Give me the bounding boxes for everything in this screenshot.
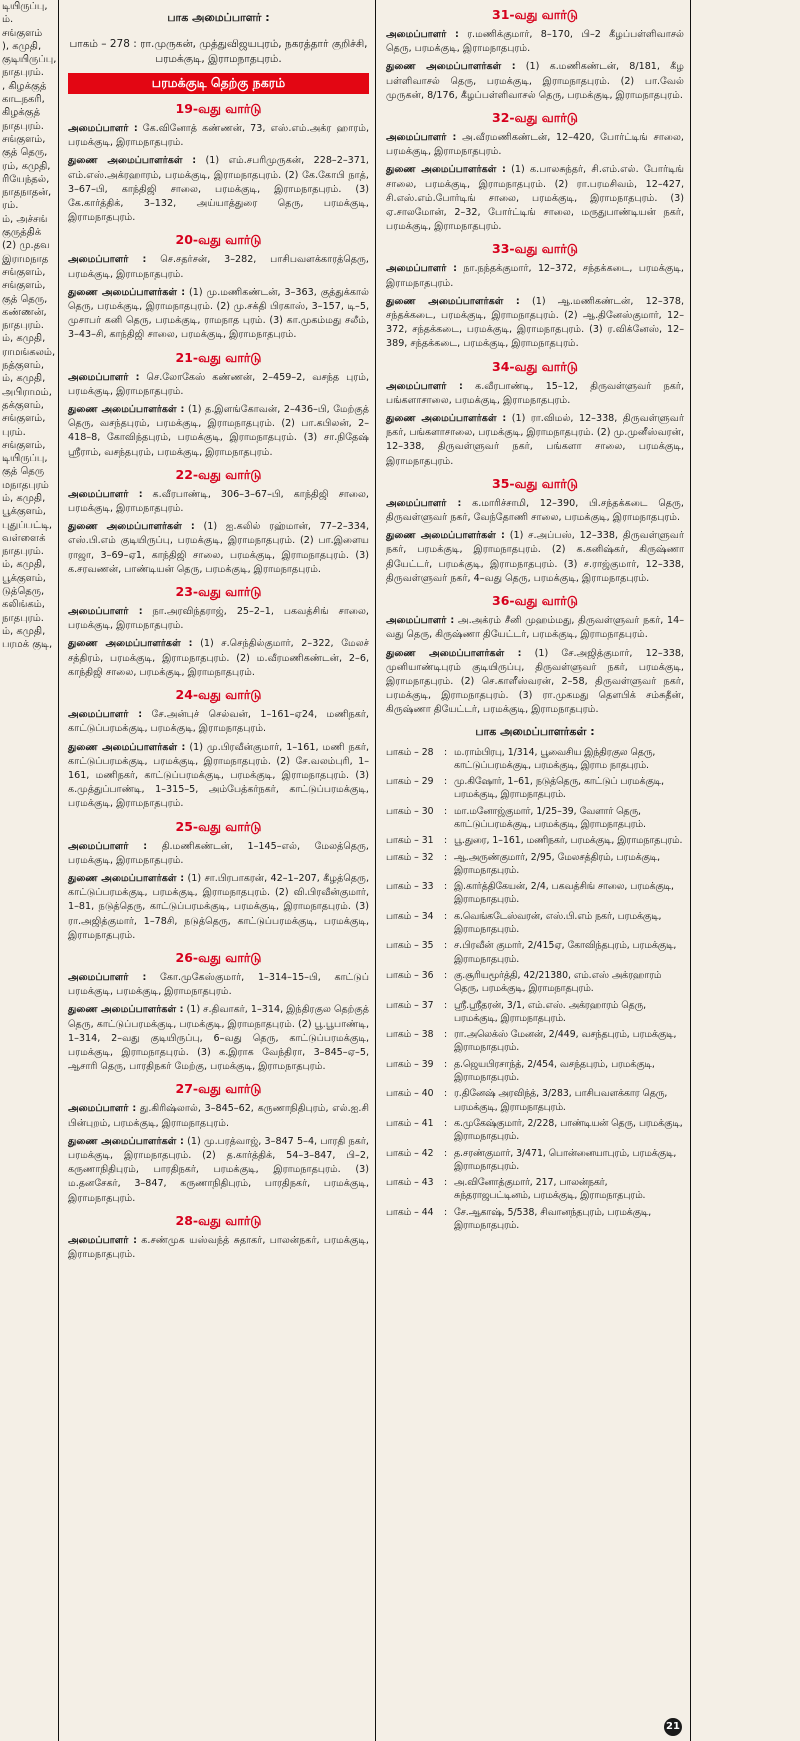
left-column-fragment: கிழக்குத் (2, 107, 40, 119)
left-column-fragment: வள்ளைக் (2, 532, 46, 544)
ward-organizer (386, 28, 684, 56)
deputies-label: துணை அமைப்பாளர்கள் : (68, 404, 185, 416)
left-column-fragment: குத் தெரு, (2, 147, 48, 159)
deputies-label: துணை அமைப்பாளர்கள் : (68, 741, 186, 753)
deputies-label: துணை அமைப்பாளர்கள் : (386, 61, 516, 73)
left-column-fragment: சங்குளம், (2, 439, 46, 451)
deputies-text: (1) மு.பரத்வாஜ், 3–847 5–4, பாரதி நகர், பரமக்குடி, இராமநாதபுரம். (2) த.கார்த்திக், 54–3–847, பி–2, கருணாநிதிபுரம், பாரதிநகர், பரமக்குடி, இராமநாதபுரம். (3) ம.தனசேகர், 3–847, கருணாநிதிபுரம், பாரதிநகர், பரமக்குடி, இராமநாதபுரம். (68, 1135, 369, 1204)
booth-number: பாகம் – 34 (386, 910, 434, 922)
organizer-text: அ.அக்ரம் சீனி முஹம்மது, திருவள்ளுவர் நகர், 14–வது தெரு, கிருஷ்ணா தியேட்டர், பரமக்குடி, இராமநாதபுரம். (386, 615, 684, 641)
booth-organizer-text: ச.பிரவீன் குமார், 2/415ஏ, கோவிந்தபுரம், பரமக்குடி, இராமநாதபுரம். (454, 940, 677, 965)
booth-organizer-text: ரா.அலெக்ஸ் மேனன், 2/449, வசந்தபுரம், பரமக்குடி, இராமநாதபுரம். (454, 1029, 677, 1054)
left-column-fragment: நாதபுரம். (2, 320, 44, 332)
left-column-fragment: ம், அச்சங் (2, 213, 48, 225)
booth-organizer-text: க.வெங்கடேஸ்வரன், எஸ்.பி.எம் நகர், பரமக்குடி, இராமநாதபுரம். (454, 910, 662, 936)
ward-deputies (68, 1135, 369, 1206)
booth-colon: : (444, 1058, 448, 1070)
booth-number: பாகம் – 30 (386, 805, 434, 817)
booth-row (386, 1147, 684, 1174)
booth-row (386, 1028, 684, 1055)
booth-number: பாகம் – 33 (386, 881, 434, 893)
ward-deputies (68, 154, 369, 225)
booth-colon: : (444, 1147, 448, 1159)
booth-organizer-text: சே.ஆகாஷ், 5/538, சிவானந்தபுரம், பரமக்குடி, இராமநாதபுரம். (454, 1206, 652, 1232)
left-column-fragment: சங்குளம், (2, 266, 46, 278)
ward-organizer (68, 488, 369, 516)
booth-number: பாகம் – 40 (386, 1088, 434, 1100)
booth-organizer-text: ம.ராம்பிரபு, 1/314, பூவைசிய இந்திரகுல தெரு, காட்டுப்பரமக்குடி, பரமக்குடி, இராம நாதபுரம். (454, 746, 656, 771)
booth-number: பாகம் – 28 (386, 746, 434, 758)
booth-organizers-header-top: பாக அமைப்பாளர் : (167, 11, 270, 24)
deputies-label: துணை அமைப்பாளர்கள் : (386, 164, 506, 176)
booth-colon: : (444, 776, 448, 788)
booth-row (386, 1206, 684, 1233)
organizer-label: அமைப்பாளர் : (386, 380, 463, 392)
ward-title: 27-வது வார்டு (175, 1081, 262, 1097)
organizer-text: க.சண்முக யஸ்வந்த் சுதாகர், பாலன்நகர், பரமக்குடி, இராமநாதபுரம். (68, 1234, 369, 1260)
booth-row (386, 910, 684, 937)
deputies-label: துணை அமைப்பாளர்கள் : (68, 1004, 184, 1016)
left-column-fragment: , கிழக்குத் (2, 80, 47, 92)
booth-row (386, 775, 684, 802)
left-column-fragment: ), கமுதி, (2, 40, 42, 52)
organizer-label: அமைப்பாளர் : (386, 615, 455, 627)
deputies-label: துணை அமைப்பாளர்கள் : (386, 295, 520, 307)
ward-organizer (68, 122, 369, 150)
ward-title: 23-வது வார்டு (175, 584, 262, 600)
organizer-label: அமைப்பாளர் : (386, 132, 457, 144)
deputies-text: (1) மு.மணிகண்டன், 3–363, குத்துக்கால் தெரு, பரமக்குடி, இராமநாதபுரம். (2) மு.சக்தி பிரகாஸ், 3–157, டி–5, முசாபர் கனி தெரு, பரமக்குடி, ராமநாத புரம். (3) கா.முகம்மது சலீம், 3–43–சி, காந்திஜி சாலை, பரமக்குடி, இராமநாதபுரம். (68, 286, 369, 341)
left-column-fragment: ம், கமுதி, (2, 492, 46, 504)
organizer-text: செ.லோகேஸ் கண்ணன், 2–459–2, வசந்த புரம், பரமக்குடி, இராமநாதபுரம். (68, 371, 369, 397)
booth-organizers-header: பாக அமைப்பாளர்கள் : (475, 724, 595, 738)
deputies-text: (1) சே.அஜித்குமார், 12–338, முனியாண்டிபுரம் குடியிருப்பு, திருவள்ளுவர் நகர், பரமக்குடி, இராமநாதபுரம். (2) செ.காளீஸ்வரன், 2–58, திருவள்ளுவர் நகர், பரமக்குடி, இராமநாதபுரம். (3) ரா.முகமது தௌபிக் சம்சுதீன், கிருஷ்ணா தியேட்டர், பரமக்குடி, இராமநாதபுரம். (386, 647, 684, 716)
left-column-fragment: தக்குளம், (2, 399, 44, 411)
ward-deputies (386, 647, 684, 718)
booth-organizer-text: க.முகேஷ்குமார், 2/228, பாண்டியன் தெரு, பரமக்குடி, இராமநாதபுரம். (454, 1117, 683, 1143)
ward-deputies (386, 412, 684, 469)
booth-organizer-text: ர.தினேஷ் அரவிந்த், 3/283, பாசிபவளக்கார தெரு, பரமக்குடி, இராமநாதபுரம். (454, 1088, 668, 1113)
deputies-label: துணை அமைப்பாளர்கள் : (386, 647, 522, 659)
deputies-label: துணை அமைப்பாளர்கள் : (68, 286, 186, 298)
ward-deputies (68, 286, 369, 343)
booth-colon: : (444, 881, 448, 893)
booth-organizer-text: அ.வினோத்குமார், 217, பாலன்நகர், சுந்தராஜபட்டினம், பரமக்குடி, இராமநாதபுரம். (454, 1177, 646, 1202)
organizer-label: அமைப்பாளர் : (68, 840, 148, 852)
organizer-label: அமைப்பாளர் : (68, 1103, 137, 1115)
deputies-text: (1) மு.பிரவீன்குமார், 1–161, மணி நகர், காட்டுப்பரமக்குடி, பரமக்குடி, இராமநாதபுரம். (2) சே.வலம்புரி, 1–161, மணிநகர், காட்டுப்பரமக்குடி, பரமக்குடி, இராமநாதபுரம். (3) க.முத்துப்பாண்டி, 1–315–5, அம்பேத்கர்நகர், காட்டுப்பரமக்குடி, பரமக்குடி, இராமநாதபுரம். (68, 741, 369, 810)
organizer-label: அமைப்பாளர் : (386, 29, 459, 40)
right-column (380, 0, 690, 1741)
booth-number: பாகம் – 31 (386, 835, 434, 847)
organizer-text: கே.வினோத் கண்ணன், 73, எஸ்.எம்.அக்ர ஹாரம், பரமக்குடி, இராமநாதபுரம். (68, 123, 369, 149)
booth-number: பாகம் – 42 (386, 1147, 434, 1159)
left-column-fragment: டியிருப்பு, (2, 453, 48, 465)
left-column-fragment: ரியேந்தல், (2, 173, 50, 185)
left-column-fragment: ம், கமுதி, (2, 625, 46, 637)
middle-wards-list (68, 101, 369, 1262)
ward-deputies (386, 295, 684, 352)
booth-number: பாகம் – 38 (386, 1029, 434, 1041)
left-column-fragment: ம். (2, 14, 14, 26)
ward-title: 32-வது வார்டு (492, 110, 578, 126)
left-column-fragment: டியிருப்பு, (2, 1, 48, 12)
left-column-fragment: சங்குளம், (2, 413, 46, 425)
organizer-text: க.மாரிச்சாமி, 12–390, பி.சந்தக்கடை தெரு, திருவள்ளுவர் நகர், வேந்தோணி சாலை, பரமக்குடி, இராமநாதபுரம். (386, 497, 684, 524)
booth-colon: : (444, 910, 448, 922)
ward-title: 26-வது வார்டு (175, 949, 262, 965)
booth-row (386, 851, 684, 878)
ward-title: 35-வது வார்டு (492, 475, 578, 491)
booth-organizer-text: இ.கார்த்திகேயன், 2/4, பகவத்சிங் சாலை, பரமக்குடி, இராமநாதபுரம். (454, 881, 674, 906)
left-column-fragment: ம், கமுதி, (2, 559, 46, 571)
left-column-fragment: கண்ணன், (2, 306, 47, 318)
organizer-text: து.கிரிஷ்லால், 3–845–62, கருணாநிதிபுரம், எல்.ஐ.சி பின்புறம், பரமக்குடி, இராமநாதபுரம். (68, 1103, 369, 1129)
booth-colon: : (444, 746, 448, 758)
left-column-fragment: குத் தெரு, (2, 293, 48, 305)
deputies-label: துணை அமைப்பாளர்கள் : (68, 872, 185, 884)
organizer-text: அ.வீரமணிகண்டன், 12–420, போர்ட்டிங் சாலை, பரமக்குடி, இராமநாதபுரம். (386, 132, 684, 158)
booth-organizers-list (386, 746, 684, 1233)
booth-number: பாகம் – 35 (386, 940, 434, 952)
organizer-text: கோ.முகேஸ்குமார், 1–314–15–பி, காட்டுப் பரமக்குடி, பரமக்குடி, இராமநாதபுரம். (68, 971, 369, 998)
left-column-fragment: சங்குளம் (2, 27, 43, 39)
booth-row (386, 834, 684, 847)
ward-organizer (68, 605, 369, 633)
organizer-text: க.வீரபாண்டி, 306–3–67–பி, காந்திஜி சாலை, பரமக்குடி, இராமநாதபுரம். (68, 488, 369, 515)
deputies-label: துணை அமைப்பாளர்கள் : (68, 638, 193, 650)
booth-number: பாகம் – 41 (386, 1117, 434, 1129)
ward-title: 22-வது வார்டு (175, 466, 262, 482)
left-column-fragment: நாதபுரம். (2, 612, 44, 624)
booth-row (386, 999, 684, 1026)
ward-title: 19-வது வார்டு (175, 101, 262, 116)
organizer-text: நா.நந்தக்குமார், 12–372, சந்தக்கடை, பரமக்குடி, இராமநாதபுரம். (386, 263, 684, 289)
right-wards-list (386, 7, 684, 718)
booth-row (386, 1087, 684, 1114)
booth-organizer-text: த.சரண்குமார், 3/471, பொன்னையாபுரம், பரமக்குடி, இராமநாதபுரம். (454, 1147, 677, 1172)
right-margin-blank (690, 0, 800, 1741)
deputies-text: (1) க.பாலசுந்தர், சி.எம்.எல். போர்டிங் சாலை, பரமக்குடி, இராமநாதபுரம். (2) ரா.பரமசிவம், 12–427, சி.எஸ்.எம்.போர்டிங் சாலை, பரமக்குடி, இராமநாதபுரம். (3) ஏ.சாலமோன், 2–32, போர்ட்டிங் சாலை, மருதுபாண்டியன் நகர், பரமக்குடி, இராமநாதபுரம். (386, 164, 684, 233)
left-cut-column (0, 0, 59, 1741)
ward-organizer (386, 614, 684, 642)
ward-deputies (68, 741, 369, 812)
left-column-fragment: மநாதபுரம் (2, 479, 49, 491)
booth-colon: : (444, 969, 448, 981)
organizer-label: அமைப்பாளர் : (68, 971, 147, 983)
left-column-fragment: சங்குளம், (2, 133, 46, 145)
booth-colon: : (444, 835, 448, 847)
organizer-text: நா.அரவிந்தராஜ், 25–2–1, பகவத்சிங் சாலை, பரமக்குடி, இராமநாதபுரம். (68, 606, 369, 632)
ward-organizer (386, 497, 684, 525)
ward-deputies (68, 520, 369, 577)
middle-column (62, 0, 376, 1741)
booth-row (386, 746, 684, 773)
left-column-fragment: டுத்தெரு, (2, 586, 45, 598)
deputies-text: (1) ச.அப்பஸ், 12–338, திருவள்ளுவர் நகர், பரமக்குடி, இராமநாதபுரம். (2) க.கனிஷ்கர், கிருஷ்ணா தியேட்டர், பரமக்குடி, இராமநாதபுரம். (3) ச.ராஜ்குமார், 12–338, திருவள்ளுவர் நகர், 4–வது தெரு, பரமக்குடி, இராமநாதபுரம். (386, 530, 684, 584)
left-column-fragment: புரம். (2, 426, 26, 438)
left-column-fragment: (2) மு.தவ (2, 240, 50, 252)
organizer-label: அமைப்பாளர் : (68, 371, 140, 383)
ward-organizer (68, 371, 369, 399)
ward-deputies (386, 529, 684, 586)
left-column-fragment: கலிங்கம், (2, 599, 45, 611)
left-column-fragment: பரமக் குடி, (2, 639, 53, 651)
ward-organizer (68, 1234, 369, 1262)
booth-number: பாகம் – 32 (386, 851, 434, 863)
left-column-fragment: அபிராமம், (2, 386, 52, 398)
organizer-label: அமைப்பாளர் : (386, 263, 457, 275)
organizer-label: அமைப்பாளர் : (68, 488, 143, 500)
booth-colon: : (444, 1029, 448, 1041)
booth-colon: : (444, 1206, 448, 1218)
ward-title: 20-வது வார்டு (175, 232, 262, 248)
organizer-label: அமைப்பாளர் : (68, 606, 143, 618)
deputies-label: துணை அமைப்பாளர்கள் : (68, 1135, 184, 1147)
organizer-label: அமைப்பாளர் : (68, 123, 138, 134)
booth-colon: : (444, 999, 448, 1011)
organizer-text: சே.அன்புச் செல்வன், 1–161–ஏ24, மணிநகர், காட்டுப்பரமக்குடி, பரமக்குடி, இராமநாதபுரம். (68, 709, 369, 735)
booth-organizer-text: மு.கிஷோர், 1–61, நடுத்தெரு, காட்டுப் பரமக்குடி, பரமக்குடி, இராமநாதபுரம். (454, 776, 665, 801)
organizer-text: தி.மணிகண்டன், 1–145–எல், மேலத்தெரு, பரமக்குடி, இராமநாதபுரம். (68, 840, 369, 866)
deputies-text: (1) ரா.விமல், 12–338, திருவள்ளுவர் நகர், பங்களாசாலை, பரமக்குடி, இராமநாதபுரம். (2) மு.முனீஸ்வரன், 12–338, திருவள்ளுவர் நகர், பங்களா சாலை, பரமக்குடி, இராமநாதபுரம். (386, 413, 684, 467)
booth-colon: : (444, 851, 448, 863)
ward-deputies (68, 872, 369, 943)
section-band-paramakudi-south: பரமக்குடி தெற்கு நகரம் (68, 73, 369, 94)
left-column-fragment: நாதநாதன், (2, 187, 52, 199)
booth-organizer-text: த.ஜெயபிரசாந்த், 2/454, வசந்தபுரம், பரமக்குடி, இராமநாதபுரம். (454, 1058, 655, 1084)
ward-deputies (386, 163, 684, 234)
ward-title: 34-வது வார்டு (492, 358, 578, 374)
deputies-label: துணை அமைப்பாளர்கள் : (386, 530, 505, 542)
booth-row (386, 1058, 684, 1085)
left-column-fragment: குடியிருப்பு, (2, 54, 57, 66)
booth-row (386, 1117, 684, 1144)
organizer-label: அமைப்பாளர் : (68, 1234, 137, 1246)
ward-organizer (386, 262, 684, 290)
left-column-fragment: நாதபுரம். (2, 67, 44, 79)
deputies-label: துணை அமைப்பாளர்கள் : (68, 155, 197, 167)
booth-278-entry: பாகம் – 278 : ரா.முருகன், முத்துவிஜயபுரம், நகரத்தார் குறிச்சி, பரமக்குடி, இராமநாதபுரம். (69, 38, 368, 65)
booth-number: பாகம் – 39 (386, 1058, 434, 1070)
organizer-text: ர.மணிக்குமார், 8–170, பி–2 கீழப்பள்ளிவாசல் தெரு, பரமக்குடி, இராமநாதபுரம். (386, 29, 684, 55)
booth-colon: : (444, 1088, 448, 1100)
booth-number: பாகம் – 43 (386, 1177, 434, 1189)
ward-title: 21-வது வார்டு (175, 349, 262, 365)
ward-organizer (68, 253, 369, 281)
organizer-text: செ.சதர்சன், 3–282, பாசிபவளக்காரத்தெரு, பரமக்குடி, இராமநாதபுரம். (68, 254, 369, 280)
booth-row (386, 880, 684, 907)
left-column-fragment: ராமங்கலம், (2, 346, 56, 358)
booth-colon: : (444, 805, 448, 817)
left-column-fragment: புதுப்பட்டி, (2, 519, 53, 531)
left-column-fragment: நாதபுரம். (2, 120, 44, 132)
deputies-label: துணை அமைப்பாளர்கள் : (68, 521, 195, 533)
left-column-fragment: காடநகரி, (2, 94, 45, 106)
left-column-fragment: பூக்குளம், (2, 506, 46, 518)
ward-title: 28-வது வார்டு (175, 1212, 262, 1228)
ward-deputies (68, 637, 369, 680)
ward-organizer (68, 840, 369, 868)
booth-number: பாகம் – 29 (386, 776, 434, 788)
ward-title: 24-வது வார்டு (175, 687, 262, 703)
booth-organizer-text: ஸ்ரீ.ஸ்ரீதரன், 3/1, எம்.எஸ். அக்ரஹாரம் தெரு, பரமக்குடி, இராமநாதபுரம். (454, 999, 647, 1024)
ward-deputies (68, 1003, 369, 1074)
deputies-text: (1) ஐ.கலில் ரஹ்மான், 77–2–334, எஸ்.பி.எம் குடியிருப்பு, பரமக்குடி, இராமநாதபுரம். (2) பா.இளைய ராஜா, 3–69–ஏ1, காந்திஜி சாலை, பரமக்குடி, இராமநாதபுரம். (3) க.சரவணன், பாண்டியன் தெரு, பரமக்குடி, இராமநாதபுரம். (68, 521, 369, 575)
ward-organizer (68, 971, 369, 999)
left-column-fragment: நாதபுரம். (2, 546, 44, 558)
booth-organizer-text: ஆ.அருண்குமார், 2/95, மேலசத்திரம், பரமக்குடி, இராமநாதபுரம். (454, 851, 661, 876)
deputies-label: துணை அமைப்பாளர்கள் : (386, 413, 507, 425)
booth-colon: : (444, 940, 448, 952)
booth-row (386, 969, 684, 996)
booth-number: பாகம் – 37 (386, 999, 434, 1011)
ward-title: 33-வது வார்டு (492, 241, 578, 257)
booth-organizer-text: கு.சூரியமூர்த்தி, 42/21380, எம்.எஸ் அக்ரஹாரம் தெரு, பரமக்குடி, இராமநாதபுரம். (454, 969, 662, 995)
ward-organizer (386, 380, 684, 408)
booth-colon: : (444, 1177, 448, 1189)
left-column-fragment: ரம், கமுதி, (2, 160, 51, 172)
booth-organizer-text: மா.மனோஜ்குமார், 1/25–39, வேளார் தெரு, காட்டுப்பரமக்குடி, பரமக்குடி, இராமநாதபுரம். (454, 805, 646, 830)
left-column-fragment: ரம். (2, 200, 19, 212)
page-number: 21 (664, 1718, 682, 1736)
booth-number: பாகம் – 44 (386, 1206, 434, 1218)
ward-organizer (386, 131, 684, 159)
organizer-label: அமைப்பாளர் : (386, 497, 462, 509)
booth-organizer-text: பூ.துரை, 1–161, மணிநகர், பரமக்குடி, இராமநாதபுரம். (454, 835, 683, 847)
left-column-fragment: சங்குளம், (2, 280, 46, 292)
booth-row (386, 1176, 684, 1203)
left-column-fragment: ம், கமுதி, (2, 373, 46, 385)
deputies-text: (1) க.மணிகண்டன், 8/181, கீழ பள்ளிவாசல் தெரு, பரமக்குடி, இராமநாதபுரம். (2) பா.வேல் முருகன், 8/176, கீழப்பள்ளிவாசல் தெரு, பரமக்குடி, இராமநாதபுரம். (386, 61, 684, 101)
deputies-text: (1) ஆ.மணிகண்டன், 12–378, சந்தக்கடை, பரமக்குடி, இராமநாதபுரம். (2) ஆ.தினேஸ்குமார், 12–372, சந்தக்கடை, பரமக்குடி, இராமநாதபுரம். (3) ர.விக்னேஸ், 12–389, சந்தக்கடை, பரமக்குடி, இராமநாதபுரம். (386, 295, 685, 350)
booth-row (386, 805, 684, 832)
booth-colon: : (444, 1117, 448, 1129)
deputies-text: (1) ச.செந்தில்குமார், 2–322, மேலச் சத்திரம், பரமக்குடி, இராமநாதபுரம். (2) ம.வீரமணிகண்டன், 2–6, காந்திஜி சாலை, பரமக்குடி, இராமநாதபுரம். (68, 638, 369, 678)
deputies-text: (1) எம்.சபரிமுருகன், 228–2–371, எம்.எஸ்.அக்ரஹாரம், பரமக்குடி, இராமநாதபுரம். (2) கே.கோபி நாத், 3–67–பி, காந்திஜி சாலை, பரமக்குடி, இராமநாதபுரம். (3) கே.கார்த்திக், 3–132, அய்யாத்துரை தெரு, பரமக்குடி, இராமநாதபுரம். (68, 155, 369, 224)
deputies-text: (1) ச.திவாகர், 1–314, இந்திரகுல தெற்குத் தெரு, காட்டுப்பரமக்குடி, பரமக்குடி, இராமநாதபுரம். (2) பூ.பூபாண்டி, 1–314, 2–வது குடியிருப்பு, 6–வது தெரு, காட்டுப்பரமக்குடி, பரமக்குடி, இராமநாதபுரம். (3) க.இராக வேந்திரா, 3–845–ஏ–5, ஆசாரி தெரு, பாரதிநகர் மேற்கு, பரமக்குடி, இராமநாதபுரம். (68, 1004, 369, 1073)
ward-deputies (386, 60, 684, 103)
organizer-text: க.வீரபாண்டி, 15–12, திருவள்ளுவர் நகர், பங்களாசாலை, பரமக்குடி, இராமநாதபுரம். (386, 380, 684, 406)
ward-organizer (68, 1102, 369, 1130)
left-column-fragment: இராமநாத (2, 253, 49, 265)
left-column-fragment: ம், கமுதி, (2, 333, 46, 345)
ward-deputies (68, 403, 369, 460)
ward-title: 36-வது வார்டு (492, 593, 578, 609)
left-column-fragment: நத்குளம், (2, 360, 45, 372)
ward-organizer (68, 708, 369, 736)
ward-title: 31-வது வார்டு (492, 7, 578, 22)
organizer-label: அமைப்பாளர் : (68, 709, 143, 721)
left-column-fragment: பூக்குளம், (2, 572, 46, 584)
booth-number: பாகம் – 36 (386, 969, 434, 981)
booth-row (386, 939, 684, 966)
left-column-fragment: குத் தெரு (2, 466, 45, 478)
left-column-fragment: குருத்திக் (2, 227, 42, 239)
deputies-text: (1) த.இளங்கோவன், 2–436–பி, மேற்குத் தெரு, வசந்தபுரம், பரமக்குடி, இராமநாதபுரம். (2) பா.கபிலன், 2–418–8, கோவிந்தபுரம், பரமக்குடி, இராமநாதபுரம். (3) சா.நிதேஷ் ஸ்ரீராம், வசந்தபுரம், பரமக்குடி, இராமநாதபுரம். (68, 404, 369, 458)
deputies-text: (1) சா.பிரபாகரன், 42–1–207, கீழத்தெரு, காட்டுப்பரமக்குடி, பரமக்குடி, இராமநாதபுரம். (2) வி.பிரவீன்குமார், 1–81, நடுத்தெரு, காட்டுப்பரமக்குடி, பரமக்குடி, இராமநாதபுரம். (3) ரா.அஜித்குமார், 1–78சி, நடுத்தெரு, காட்டுப்பரமக்குடி, பரமக்குடி, இராமநாதபுரம். (68, 872, 369, 941)
organizer-label: அமைப்பாளர் : (68, 254, 147, 266)
ward-title: 25-வது வார்டு (175, 818, 262, 834)
